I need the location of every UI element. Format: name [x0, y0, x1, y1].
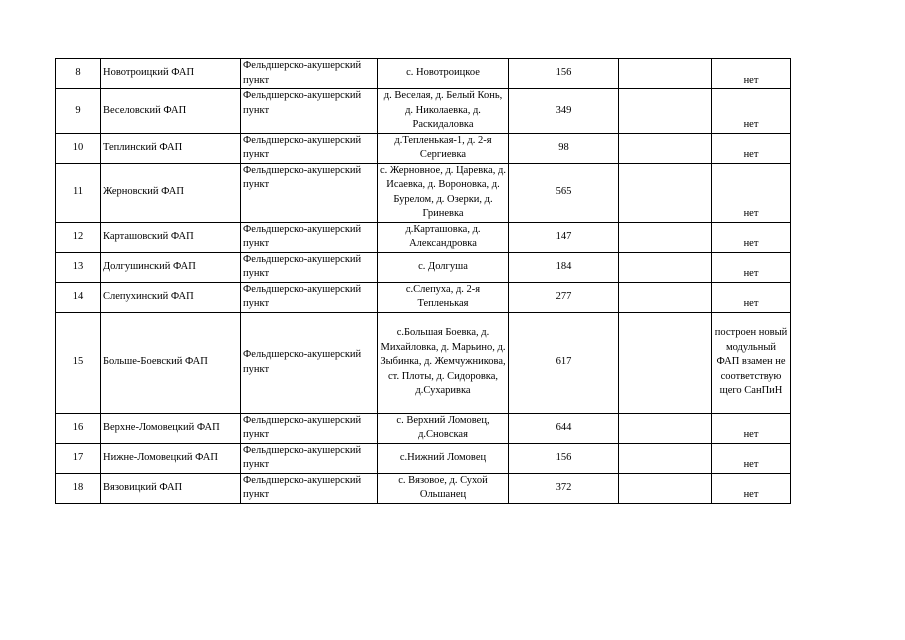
row-number: 16: [56, 413, 101, 443]
note: нет: [712, 413, 791, 443]
settlements: с. Жерновное, д. Царевка, д. Исаевка, д. Вороновка, д. Бурелом, д. Озерки, д. Гриневка: [378, 163, 509, 222]
row-number: 10: [56, 133, 101, 163]
table-row: [56, 59, 791, 89]
facility-type: Фельдшерско-акушерский пункт: [241, 413, 378, 443]
facility-type: Фельдшерско-акушерский пункт: [241, 443, 378, 473]
facility-name: Жерновский ФАП: [101, 163, 241, 222]
facility-name: Новотроицкий ФАП: [101, 59, 241, 89]
row-number: 18: [56, 473, 101, 503]
facility-name: Вязовицкий ФАП: [101, 473, 241, 503]
facility-name: Теплинский ФАП: [101, 133, 241, 163]
table-row: [56, 473, 791, 503]
row-number: 15: [56, 312, 101, 413]
table-row: [56, 133, 791, 163]
note: нет: [712, 252, 791, 282]
empty-cell: [619, 312, 712, 413]
facilities-table: [55, 58, 791, 504]
table-row: [56, 163, 791, 222]
settlements: с. Долгуша: [378, 252, 509, 282]
settlements: с. Вязовое, д. Сухой Ольшанец: [378, 473, 509, 503]
facility-name: Долгушинский ФАП: [101, 252, 241, 282]
empty-cell: [619, 252, 712, 282]
empty-cell: [619, 59, 712, 89]
empty-cell: [619, 443, 712, 473]
facility-type: Фельдшерско-акушерский пункт: [241, 282, 378, 312]
facility-name: Слепухинский ФАП: [101, 282, 241, 312]
facility-type: Фельдшерско-акушерский пункт: [241, 252, 378, 282]
facility-type: Фельдшерско-акушерский пункт: [241, 222, 378, 252]
empty-cell: [619, 413, 712, 443]
empty-cell: [619, 282, 712, 312]
note: построен новый модульный ФАП взамен не соответствую щего СанПиН: [712, 312, 791, 413]
settlements: с. Новотроицкое: [378, 59, 509, 89]
note: нет: [712, 222, 791, 252]
population: 372: [509, 473, 619, 503]
population: 184: [509, 252, 619, 282]
population: 277: [509, 282, 619, 312]
population: 156: [509, 443, 619, 473]
empty-cell: [619, 89, 712, 134]
population: 156: [509, 59, 619, 89]
empty-cell: [619, 222, 712, 252]
settlements: д. Веселая, д. Белый Конь, д. Николаевка, д. Раскидаловка: [378, 89, 509, 134]
row-number: 11: [56, 163, 101, 222]
population: 147: [509, 222, 619, 252]
population: 565: [509, 163, 619, 222]
table-row: [56, 252, 791, 282]
facility-type: Фельдшерско-акушерский пункт: [241, 133, 378, 163]
table-row: [56, 282, 791, 312]
population: 98: [509, 133, 619, 163]
facility-type: Фельдшерско-акушерский пункт: [241, 163, 378, 222]
row-number: 17: [56, 443, 101, 473]
settlements: с. Верхний Ломовец, д.Сновская: [378, 413, 509, 443]
population: 349: [509, 89, 619, 134]
note: нет: [712, 443, 791, 473]
facility-name: Веселовский ФАП: [101, 89, 241, 134]
settlements: д.Карташовка, д. Александровка: [378, 222, 509, 252]
row-number: 8: [56, 59, 101, 89]
facility-name: Верхне-Ломовецкий ФАП: [101, 413, 241, 443]
settlements: с.Нижний Ломовец: [378, 443, 509, 473]
population: 644: [509, 413, 619, 443]
note: нет: [712, 133, 791, 163]
note: нет: [712, 473, 791, 503]
settlements: с.Большая Боевка, д. Михайловка, д. Марьино, д. Зыбинка, д. Жемчужникова, ст. Плоты, д. Сидоровка, д.Сухаривка: [378, 312, 509, 413]
table-row: [56, 413, 791, 443]
row-number: 14: [56, 282, 101, 312]
settlements: д.Тепленькая-1, д. 2-я Сергиевка: [378, 133, 509, 163]
table-row: [56, 222, 791, 252]
row-number: 12: [56, 222, 101, 252]
facility-type: Фельдшерско-акушерский пункт: [241, 312, 378, 413]
facility-type: Фельдшерско-акушерский пункт: [241, 473, 378, 503]
note: нет: [712, 163, 791, 222]
empty-cell: [619, 133, 712, 163]
row-number: 13: [56, 252, 101, 282]
row-number: 9: [56, 89, 101, 134]
facility-name: Больше-Боевский ФАП: [101, 312, 241, 413]
facility-name: Карташовский ФАП: [101, 222, 241, 252]
note: нет: [712, 89, 791, 134]
settlements: с.Слепуха, д. 2-я Тепленькая: [378, 282, 509, 312]
table-row: [56, 443, 791, 473]
population: 617: [509, 312, 619, 413]
note: нет: [712, 282, 791, 312]
table-row: [56, 312, 791, 413]
empty-cell: [619, 163, 712, 222]
facility-type: Фельдшерско-акушерский пункт: [241, 59, 378, 89]
table-row: [56, 89, 791, 134]
facility-type: Фельдшерско-акушерский пункт: [241, 89, 378, 134]
empty-cell: [619, 473, 712, 503]
facility-name: Нижне-Ломовецкий ФАП: [101, 443, 241, 473]
note: нет: [712, 59, 791, 89]
